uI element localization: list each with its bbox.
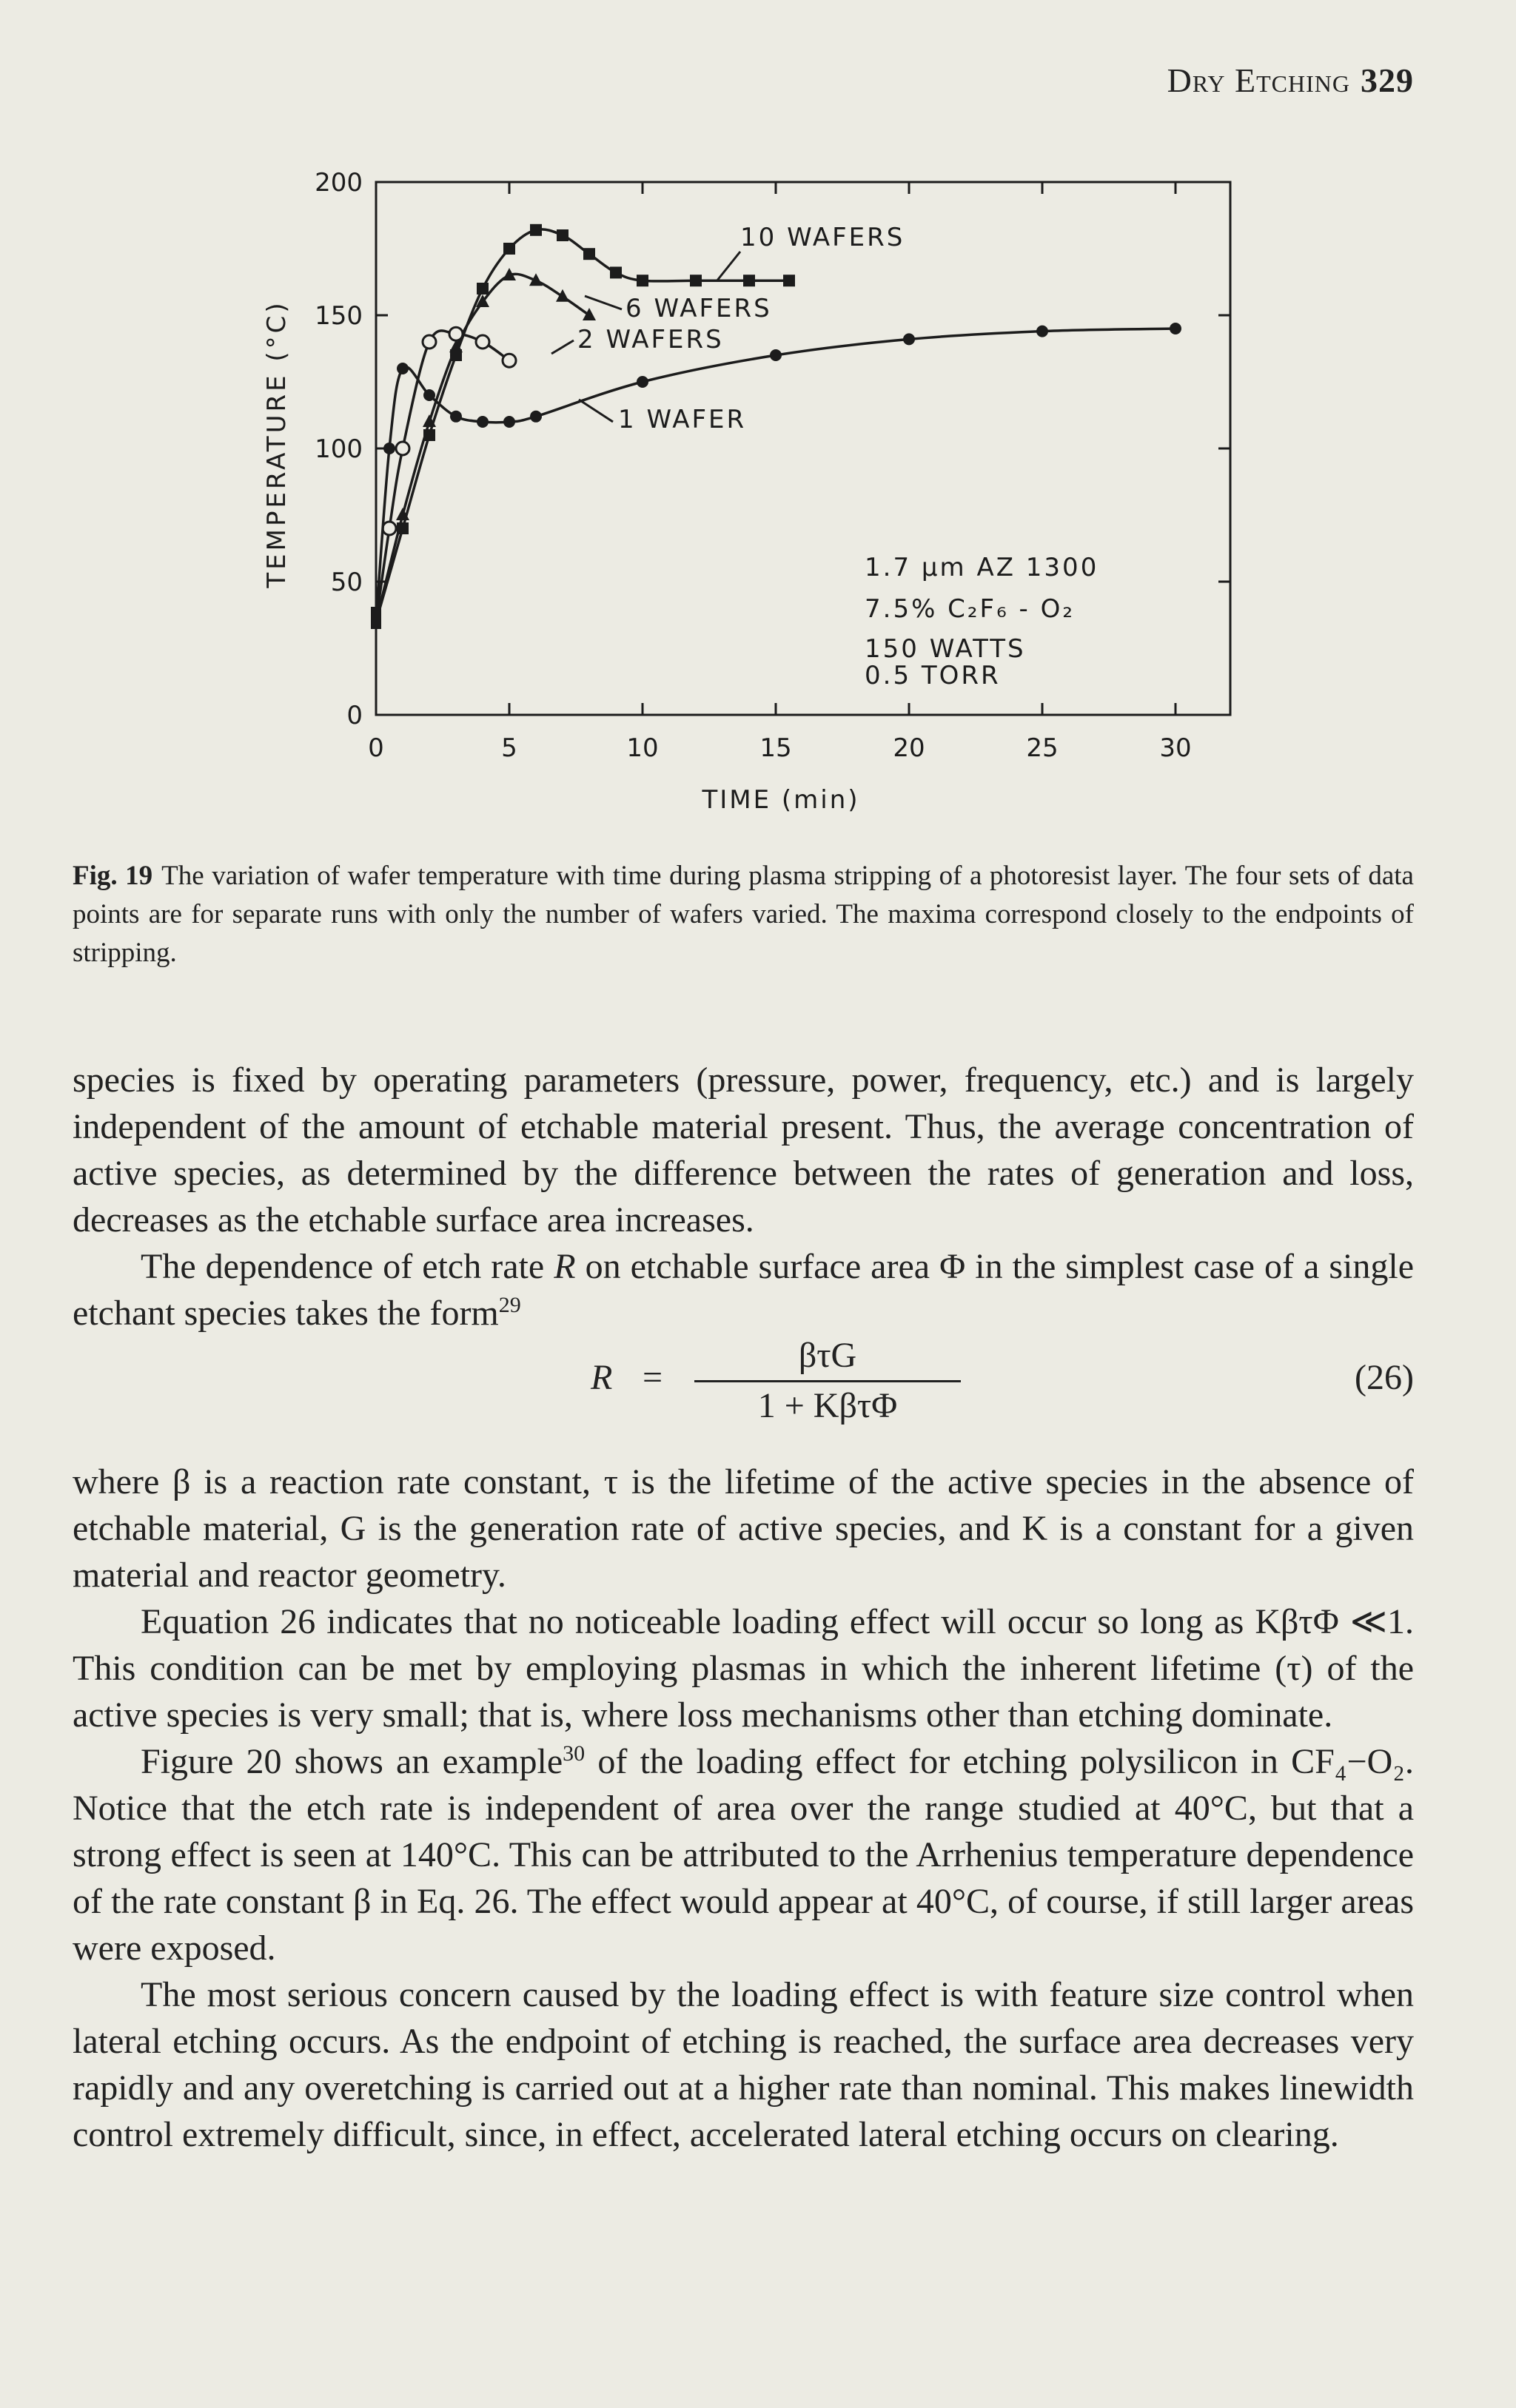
p5-part-a: Figure 20 shows an example [141, 1742, 563, 1781]
y-tick-label: 150 [315, 301, 363, 331]
ref-29: 29 [498, 1293, 521, 1317]
eq-equals: = [643, 1358, 663, 1397]
paragraph-2 [73, 1243, 1414, 1336]
eq-label: (26) [1355, 1358, 1414, 1397]
plot-frame [376, 182, 1230, 715]
p2-part-a: The dependence of etch rate [141, 1247, 554, 1286]
data-point-square [503, 243, 515, 255]
data-point-circle [637, 376, 648, 388]
running-head-title: Dry Etching [1167, 61, 1350, 99]
data-point-circle [1170, 323, 1181, 334]
series-line [376, 331, 509, 622]
x-tick-label: 30 [1159, 733, 1192, 763]
p2-symbol-r: R [554, 1247, 576, 1286]
data-point-circle [903, 333, 915, 345]
x-tick-label: 10 [626, 733, 659, 763]
x-tick-label: 25 [1026, 733, 1059, 763]
start-point [371, 607, 381, 629]
figure-label: Fig. 19 [73, 861, 153, 891]
paragraph-3: where β is a reaction rate constant, τ is the lifetime of the active species in the absence of etchable material, G is the generation rate of active species, and K is a constant for a given material and reactor geometry. [73, 1462, 1414, 1595]
eq-numerator: βτG [694, 1332, 961, 1382]
series-leader-line [579, 400, 613, 422]
data-point-square [783, 275, 795, 286]
data-point-square [530, 224, 542, 236]
x-tick-label: 5 [501, 733, 517, 763]
x-axis-label: TIME (min) [702, 785, 860, 815]
condition-annotation: 150 WATTS [865, 634, 1026, 664]
data-point-circle [423, 389, 435, 401]
data-point-square [557, 229, 568, 241]
eq-denominator: 1 + KβτΦ [757, 1386, 898, 1425]
paragraph-6: The most serious concern caused by the loading effect is with feature size control when lateral etching occurs. As the endpoint of etching is reached, the surface area decreases very rapidly and any overetching is carried out at a higher rate than nominal. This makes linewidth control extremely difficult, since, in effect, accelerated lateral etching occurs on clearing. [73, 1975, 1414, 2154]
chart-text [262, 168, 1192, 815]
equation-26 [73, 1336, 1414, 1459]
series-label: 10 WAFERS [740, 223, 905, 252]
data-point-circle [503, 416, 515, 428]
series-leader-line [717, 252, 740, 281]
page-number: 329 [1361, 61, 1414, 99]
series-label: 2 WAFERS [577, 325, 724, 354]
chart-ticks [376, 182, 1230, 715]
paragraph-4: Equation 26 indicates that no noticeable loading effect will occur so long as KβτΦ ≪1. This condition can be met by employing plasmas in which the inherent lifetime (τ) of the active species is very small; that is, where loss mechanisms other than etching dominate. [73, 1602, 1414, 1735]
data-point-triangle [583, 308, 596, 320]
data-point-circle [770, 349, 782, 361]
data-point-circle [450, 411, 462, 423]
data-point-circle [397, 363, 409, 374]
y-tick-label: 0 [346, 701, 363, 730]
temperature-chart [0, 0, 1516, 829]
data-point-open-circle [449, 327, 463, 340]
figure-caption [73, 857, 1414, 972]
data-point-square [743, 275, 755, 286]
condition-annotation: 0.5 TORR [865, 661, 1001, 690]
condition-annotation: 7.5% C₂F₆ - O₂ [865, 594, 1076, 624]
p5-part-b: of the loading effect for etching polysilicon in CF₄−O₂. Notice that the etch rate is independent of area over the range studied at 40°C, but that a strong effect is seen at 140°C. This can be attributed to the Arrhenius temperature dependence of the rate constant β in Eq. 26. The effect would appear at 40°C, of course, if still larger areas were exposed. [73, 1742, 1415, 1968]
data-point-open-circle [396, 442, 409, 455]
p2-part-b: on etchable surface area Φ in the simplest case of a single etchant species takes the form [73, 1247, 1414, 1333]
series-label: 6 WAFERS [625, 294, 772, 323]
x-tick-label: 0 [368, 733, 384, 763]
data-point-open-circle [423, 335, 436, 349]
paragraph-1: species is fixed by operating parameters (pressure, power, frequency, etc.) and is largely independent of the amount of etchable material present. Thus, the average concentration of active species, as determined by the difference between the rates of generation and loss, decreases as the etchable surface area increases. [73, 1060, 1414, 1240]
series-leader-line [585, 296, 622, 309]
data-point-circle [1036, 326, 1048, 337]
eq-lhs: R [591, 1358, 613, 1397]
body-text [73, 1057, 1414, 2158]
ref-30: 30 [563, 1741, 586, 1766]
series-label: 1 WAFER [618, 405, 747, 434]
data-point-square [690, 275, 702, 286]
data-point-open-circle [503, 354, 516, 367]
data-point-square [477, 283, 489, 295]
x-tick-label: 20 [893, 733, 925, 763]
data-point-circle [383, 443, 395, 454]
data-point-triangle [556, 289, 569, 302]
y-tick-label: 200 [315, 168, 363, 198]
paragraph-5 [73, 1738, 1414, 1971]
y-axis-label: TEMPERATURE (°C) [262, 300, 292, 588]
chart-frame [376, 182, 1230, 715]
data-point-open-circle [476, 335, 489, 349]
condition-annotation: 1.7 µm AZ 1300 [865, 553, 1099, 582]
eq-fraction [694, 1332, 961, 1429]
series-leader-line [551, 340, 574, 354]
x-tick-label: 15 [759, 733, 792, 763]
y-tick-label: 50 [330, 568, 363, 597]
data-point-circle [530, 411, 542, 423]
y-tick-label: 100 [315, 434, 363, 464]
data-point-circle [477, 416, 489, 428]
data-point-open-circle [383, 522, 396, 535]
data-point-square [637, 275, 648, 286]
caption-text: The variation of wafer temperature with time during plasma stripping of a photoresist layer. The four sets of data points are for separate runs with only the number of wafers varied. The maxima correspond closely to the endpoints of stripping. [73, 861, 1414, 968]
data-point-square [610, 266, 622, 278]
data-point-square [583, 248, 595, 260]
